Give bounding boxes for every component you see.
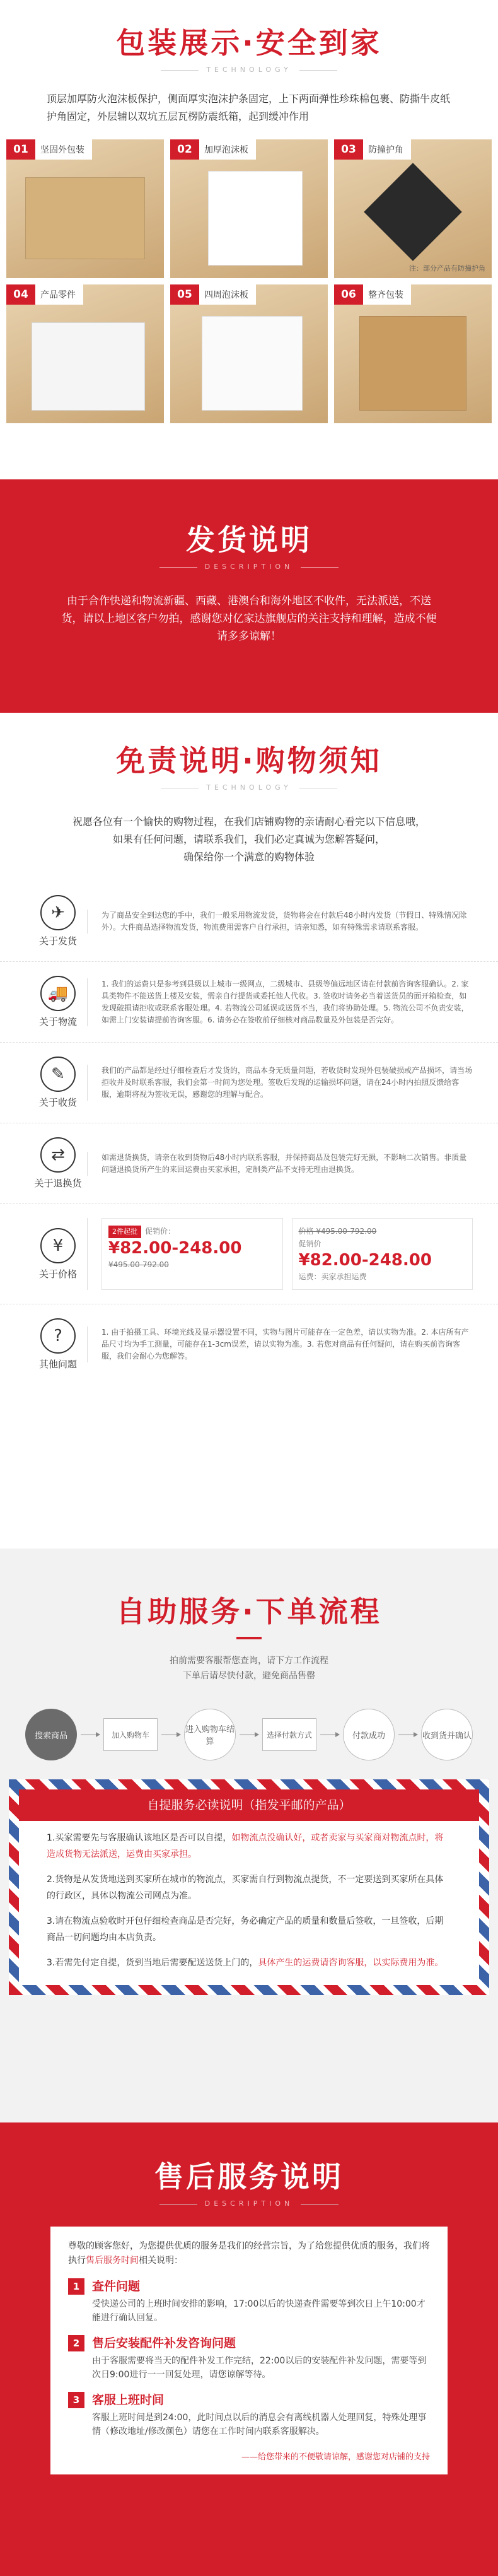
after-sales-subtitle: DESCRIPTION xyxy=(0,2199,498,2208)
packaging-note: 注：部分产品有防撞护角 xyxy=(409,264,485,272)
notice-para: 3.若需先付定自提，货到当地后需要配送送货上门的，具体产生的运费请咨询客服，以实际费用为准。 xyxy=(47,1958,444,1968)
shipping-section xyxy=(0,479,498,713)
packaging-item-number: 06 xyxy=(334,284,363,305)
packaging-item-number: 04 xyxy=(6,284,35,305)
disclaimer-intro xyxy=(0,813,498,866)
process-steps xyxy=(0,1683,498,1779)
step: 搜索商品 xyxy=(25,1709,77,1760)
notice-para: 3.请在物流点验收时开包仔细检查商品是否完好，务必确定产品的质量和数量后签收，一旦签收，后期商品一切问题均由本店负责。 xyxy=(47,1916,444,1943)
row-label: 关于物流 xyxy=(38,1016,77,1027)
packaging-item-label: 整齐包装 xyxy=(368,290,403,300)
packaging-item-label: 产品零件 xyxy=(40,290,76,300)
row-text: 1. 由于拍摄工具、环境光线及显示器设置不同，实物与图片可能存在一定色差，请以实物为准。2. 本店所有产品尺寸均为手工测量，可能存在1-3cm误差，请以实物为准。3. 若您对商品有任何疑问，请在购买前咨询客服，我们会耐心为您解答。 xyxy=(87,1326,473,1362)
process-note: 拍前需要客服帮您查询，请下方工作流程 xyxy=(170,1656,328,1666)
step: 选择付款方式 xyxy=(262,1718,316,1751)
shipping-title: 发货说明 xyxy=(186,523,312,557)
packaging-photo xyxy=(170,284,328,423)
step: 加入购物车 xyxy=(103,1718,158,1751)
question-icon: ? xyxy=(40,1318,76,1354)
item-title: 售后安装配件补发咨询问题 xyxy=(92,2336,236,2350)
process-note: 下单后请尽快付款，避免商品售罄 xyxy=(183,1671,315,1681)
after-sales-item xyxy=(68,2278,430,2325)
item-desc: 受快递公司的上班时间安排的影响，17:00以后的快递查件需要等到次日上午10:00才能进行确认回复。 xyxy=(92,2299,426,2323)
yen-icon: ¥ xyxy=(40,1228,76,1263)
price-card-left xyxy=(101,1218,283,1290)
row-returns xyxy=(0,1123,498,1204)
intro-line: 确保给你一个满意的购物体验 xyxy=(183,851,315,863)
row-price xyxy=(0,1204,498,1304)
after-sales-lead: 尊敬的顾客您好，为您提供优质的服务是我们的经营宗旨，为了给您提供优质的服务，我们将执行售后服务时间相关说明： xyxy=(68,2241,430,2266)
price-demo xyxy=(87,1218,473,1290)
row-text: 1. 我们的运费只是参考到县级以上城市一级网点，二级城市、县级等偏远地区请在付款前咨询客服确认。2. 家具类物件不能送货上楼及安装，需亲自行提货或委托他人代收。3. 签收时请务必当着送货员的面开箱检查，如发现破损请拒收或联系客服处理。4. 若物流公司延误或送货不当，我们将协助处理。5. 物流公司不负责安装，如需上门安装请提前咨询客服。6. 请务必在签收前仔细核对商品数量及外包装是否完好。 xyxy=(87,978,473,1026)
row-other xyxy=(0,1304,498,1385)
disclaimer-section xyxy=(0,713,498,1549)
promo-price: ¥82.00-248.00 xyxy=(108,1239,242,1258)
row-text: 为了商品安全到达您的手中，我们一般采用物流发货，货物将会在付款后48小时内发货（节假日、特殊情况除外）。大件商品选择物流发货，物流费用需客户自行承担，请亲知悉，如有特殊需求请联系客服。 xyxy=(87,910,473,934)
packaging-photo xyxy=(334,284,492,423)
after-sales-section xyxy=(0,2122,498,2576)
process-notes xyxy=(0,1653,498,1683)
shipping-text: 由于合作快递和物流新疆、西藏、港澳台和海外地区不收件，无法派送，不送货，请以上地区客户勿拍，感谢您对亿家达旗舰店的关注支持和理解，造成不便请多多谅解！ xyxy=(61,595,437,643)
process-section xyxy=(0,1549,498,2122)
row-text: 如需退货换货，请亲在收到货物后48小时内联系客服，并保持商品及包装完好无损，不影响二次销售。非质量问题退换货所产生的来回运费由买家承担，定制类产品不支持无理由退换货。 xyxy=(87,1152,473,1176)
item-title: 查件问题 xyxy=(92,2280,141,2293)
after-sales-item xyxy=(68,2335,430,2382)
row-shipping xyxy=(0,881,498,962)
packaging-subtitle: TECHNOLOGY xyxy=(0,66,498,74)
promo-label: 促销价 xyxy=(298,1239,321,1248)
packaging-grid xyxy=(0,126,498,423)
row-label: 关于发货 xyxy=(38,935,77,947)
row-label: 关于退换货 xyxy=(34,1178,82,1189)
row-text: 我们的产品都是经过仔细检查后才发货的，商品本身无质量问题，若收货时发现外包装破损或产品损坏，请当场拒收并及时联系客服，我们会第一时间为您处理。签收后发现的运输损坏问题，请在24小时内拍照反馈给客服，逾期将视为签收无误，感谢您的理解与配合。 xyxy=(87,1065,473,1101)
item-number: 2 xyxy=(68,2335,84,2351)
item-desc: 客服上班时间是到24:00，此时间点以后的消息会有离线机器人处理回复，特殊处理事情（修改地址/修改颜色）请您在工作时间内联系客服解决。 xyxy=(92,2413,427,2437)
original-price: ¥495.00-792.00 xyxy=(108,1260,169,1269)
after-sales-footer: ——给您带来的不便敬请谅解，感谢您对店铺的支持 xyxy=(241,2452,430,2462)
after-sales-item xyxy=(68,2392,430,2438)
row-label: 其他问题 xyxy=(38,1359,77,1370)
notice-title: 自提服务必读说明（指发平邮的产品） xyxy=(19,1789,479,1821)
packaging-photo xyxy=(6,139,164,278)
step: 付款成功 xyxy=(343,1709,395,1760)
exchange-icon: ⇄ xyxy=(40,1137,76,1173)
packaging-photo xyxy=(6,284,164,423)
pen-icon: ✎ xyxy=(40,1057,76,1092)
notice-para: 2.货物是从发货地送到买家所在城市的物流点，买家需自行到物流点提货，不一定要送到买家所在具体的行政区，具体以物流公司网点为准。 xyxy=(47,1875,444,1901)
packaging-intro: 顶层加厚防火泡沫板保护，侧面厚实泡沫护条固定，上下两面弹性珍珠棉包裹、防撕牛皮纸护角固定，外层辅以双坑五层瓦楞防震纸箱，起到缓冲作用 xyxy=(47,93,451,122)
wholesale-badge: 2件起批 xyxy=(108,1226,141,1238)
item-number: 1 xyxy=(68,2278,84,2295)
title-divider xyxy=(236,1637,262,1639)
plane-icon: ✈ xyxy=(40,895,76,930)
freight-note: 运费：卖家承担运费 xyxy=(298,1272,367,1281)
disclaimer-rows xyxy=(0,881,498,1385)
step: 收到货并确认 xyxy=(421,1709,473,1760)
truck-icon: 🚚 xyxy=(40,976,76,1011)
row-receiving xyxy=(0,1043,498,1123)
item-number: 3 xyxy=(68,2392,84,2408)
packaging-photo xyxy=(170,139,328,278)
item-desc: 由于客服需要将当天的配件补发工作完结，22:00以后的安装配件补发问题，需要等到次日9:00进行一一回复处理，请您谅解等待。 xyxy=(92,2356,427,2380)
price-caption: 促销价： xyxy=(145,1227,176,1236)
packaging-item-number: 01 xyxy=(6,139,35,160)
row-logistics xyxy=(0,962,498,1043)
item-title: 客服上班时间 xyxy=(92,2393,165,2407)
packaging-title: 包装展示·安全到家 xyxy=(116,26,382,60)
packaging-item-label: 坚固外包装 xyxy=(40,145,84,155)
process-title: 自助服务·下单流程 xyxy=(116,1595,382,1629)
price-card-right xyxy=(292,1218,473,1290)
packaging-item-number: 05 xyxy=(170,284,199,305)
after-sales-title: 售后服务说明 xyxy=(154,2160,344,2194)
notice-para: 1.买家需要先与客服确认该地区是否可以自提，如物流点没确认好，或者卖家与买家商对物流点时，将造成货物无法派送，运费由买家承担。 xyxy=(47,1833,444,1859)
packaging-item-number: 03 xyxy=(334,139,363,160)
packaging-item-label: 四周泡沫板 xyxy=(204,290,248,300)
packaging-item-label: 防撞护角 xyxy=(368,145,403,155)
shipping-subtitle: DESCRIPTION xyxy=(0,563,498,571)
packaging-section xyxy=(0,0,498,479)
promo-price: ¥82.00-248.00 xyxy=(298,1251,432,1270)
step: 进入购物车结算 xyxy=(184,1709,236,1760)
disclaimer-subtitle: TECHNOLOGY xyxy=(0,783,498,792)
intro-line: 祝愿各位有一个愉快的购物过程，在我们店铺购物的亲请耐心看完以下信息哦， xyxy=(72,816,426,828)
after-sales-card xyxy=(50,2227,448,2474)
list-price: 价格 ¥495.00-792.00 xyxy=(298,1227,377,1236)
airmail-notice xyxy=(9,1779,489,1995)
packaging-photo xyxy=(334,139,492,278)
packaging-item-number: 02 xyxy=(170,139,199,160)
row-label: 关于收货 xyxy=(38,1097,77,1108)
packaging-item-label: 加厚泡沫板 xyxy=(204,145,248,155)
row-label: 关于价格 xyxy=(38,1268,77,1280)
intro-line: 如果有任何问题，请联系我们，我们必定真诚为您解答疑问， xyxy=(112,833,385,845)
disclaimer-title: 免责说明·购物须知 xyxy=(116,744,382,778)
